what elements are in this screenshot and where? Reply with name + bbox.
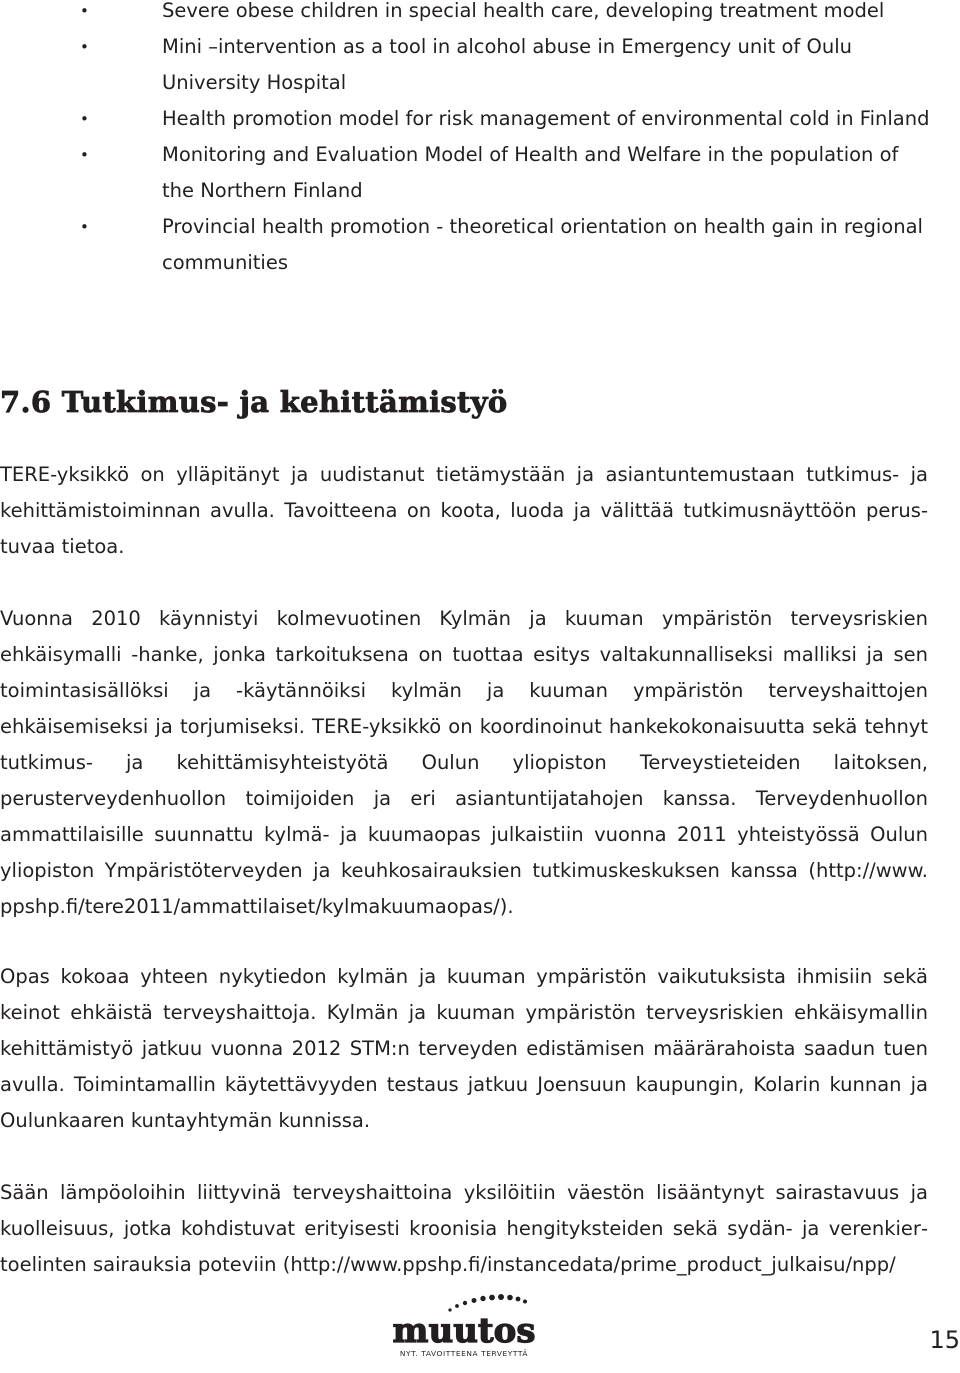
paragraph: Sään lämpöoloihin liittyvinä terveyshaittoina yksilöitiin väestön lisääntynyt sairastavuus ja kuolleisuus, jotka kohdistuvat erityisesti kroonisia hengityksteiden sekä sydän- ja verenkiertoelinten sairauksia poteviin (http://www.ppshp.fi/instancedata/prime_product_julkaisu/npp/ [0, 1181, 928, 1276]
logo-wordmark: muutos [392, 1311, 536, 1351]
list-item: • Severe obese children in special health care, developing treatment model [0, 0, 960, 29]
muutos-logo [368, 1290, 558, 1362]
paragraph: Opas kokoaa yhteen nykytiedon kylmän ja kuuman ympäristön vaikutuksista ihmisiin sekä keinot ehkäistä terveyshaittoja. Kylmän ja kuuman ympäristön terveysriskien ehkäisymallin kehittämistyö jatkuu vuonna 2012 STM:n terveyden edistämisen määrärahoista saadun tuen avulla. Toimintamallin käytettävyyden testaus jatkuu Joensuun kaupungin, Kolarin kunnan ja Oulunkaaren kuntayhtymän kunnissa. [0, 965, 928, 1132]
list-item: • Mini –intervention as a tool in alcohol abuse in Emergency unit of Oulu University Hospital [0, 29, 960, 101]
paragraph: TERE-yksikkö on ylläpitänyt ja uudistanut tietämystään ja asiantuntemustaan tutkimus- ja kehittämistoiminnan avulla. Tavoitteena on koota, luoda ja välittää tutkimusnäyttöön perustuvaa tietoa. [0, 463, 928, 558]
page-number: 15 [929, 1326, 960, 1354]
logo-tagline: NYT. TAVOITTEENA TERVEYTTÄ [399, 1349, 529, 1358]
list-item: • Monitoring and Evaluation Model of Health and Welfare in the population of the Northern Finland [0, 137, 960, 209]
paragraph: Vuonna 2010 käynnistyi kolmevuotinen Kylmän ja kuuman ympäristön terveysriskien ehkäisymalli -hanke, jonka tarkoituksena on tuottaa esitys valtakunnalliseksi malliksi ja sen toimintasisällöksi ja -käytännöiksi kylmän ja kuuman ympäristön terveyshaittojen ehkäisemiseksi ja torjumiseksi. TERE-yksikkö on koordinoinut hankekokonaisuutta sekä tehnyt tutkimus- ja kehittämisyhteistyötä Oulun yliopiston Terveystieteiden laitoksen, perusterveydenhuollon toimijoiden ja eri asiantuntijatahojen kanssa. Terveydenhuollon ammattilaisille suunnattu kylmä- ja kuumaopas julkaistiin vuonna 2011 yhteistyössä Oulun yliopiston Ympäristöterveyden ja keuhkosairauksien tutkimuskeskuksen kanssa (http://www. ppshp.fi/tere2011/ammattilaiset/kylmakuumaopas/). [0, 607, 928, 918]
bullet-list [0, 0, 960, 281]
logo-swoosh-icon [448, 1294, 527, 1312]
section-heading: 7.6 Tutkimus- ja kehittämistyö [0, 385, 508, 419]
list-item: • Health promotion model for risk management of environmental cold in Finland [0, 101, 960, 137]
list-item: • Provincial health promotion - theoretical orientation on health gain in regional communities [0, 209, 960, 281]
